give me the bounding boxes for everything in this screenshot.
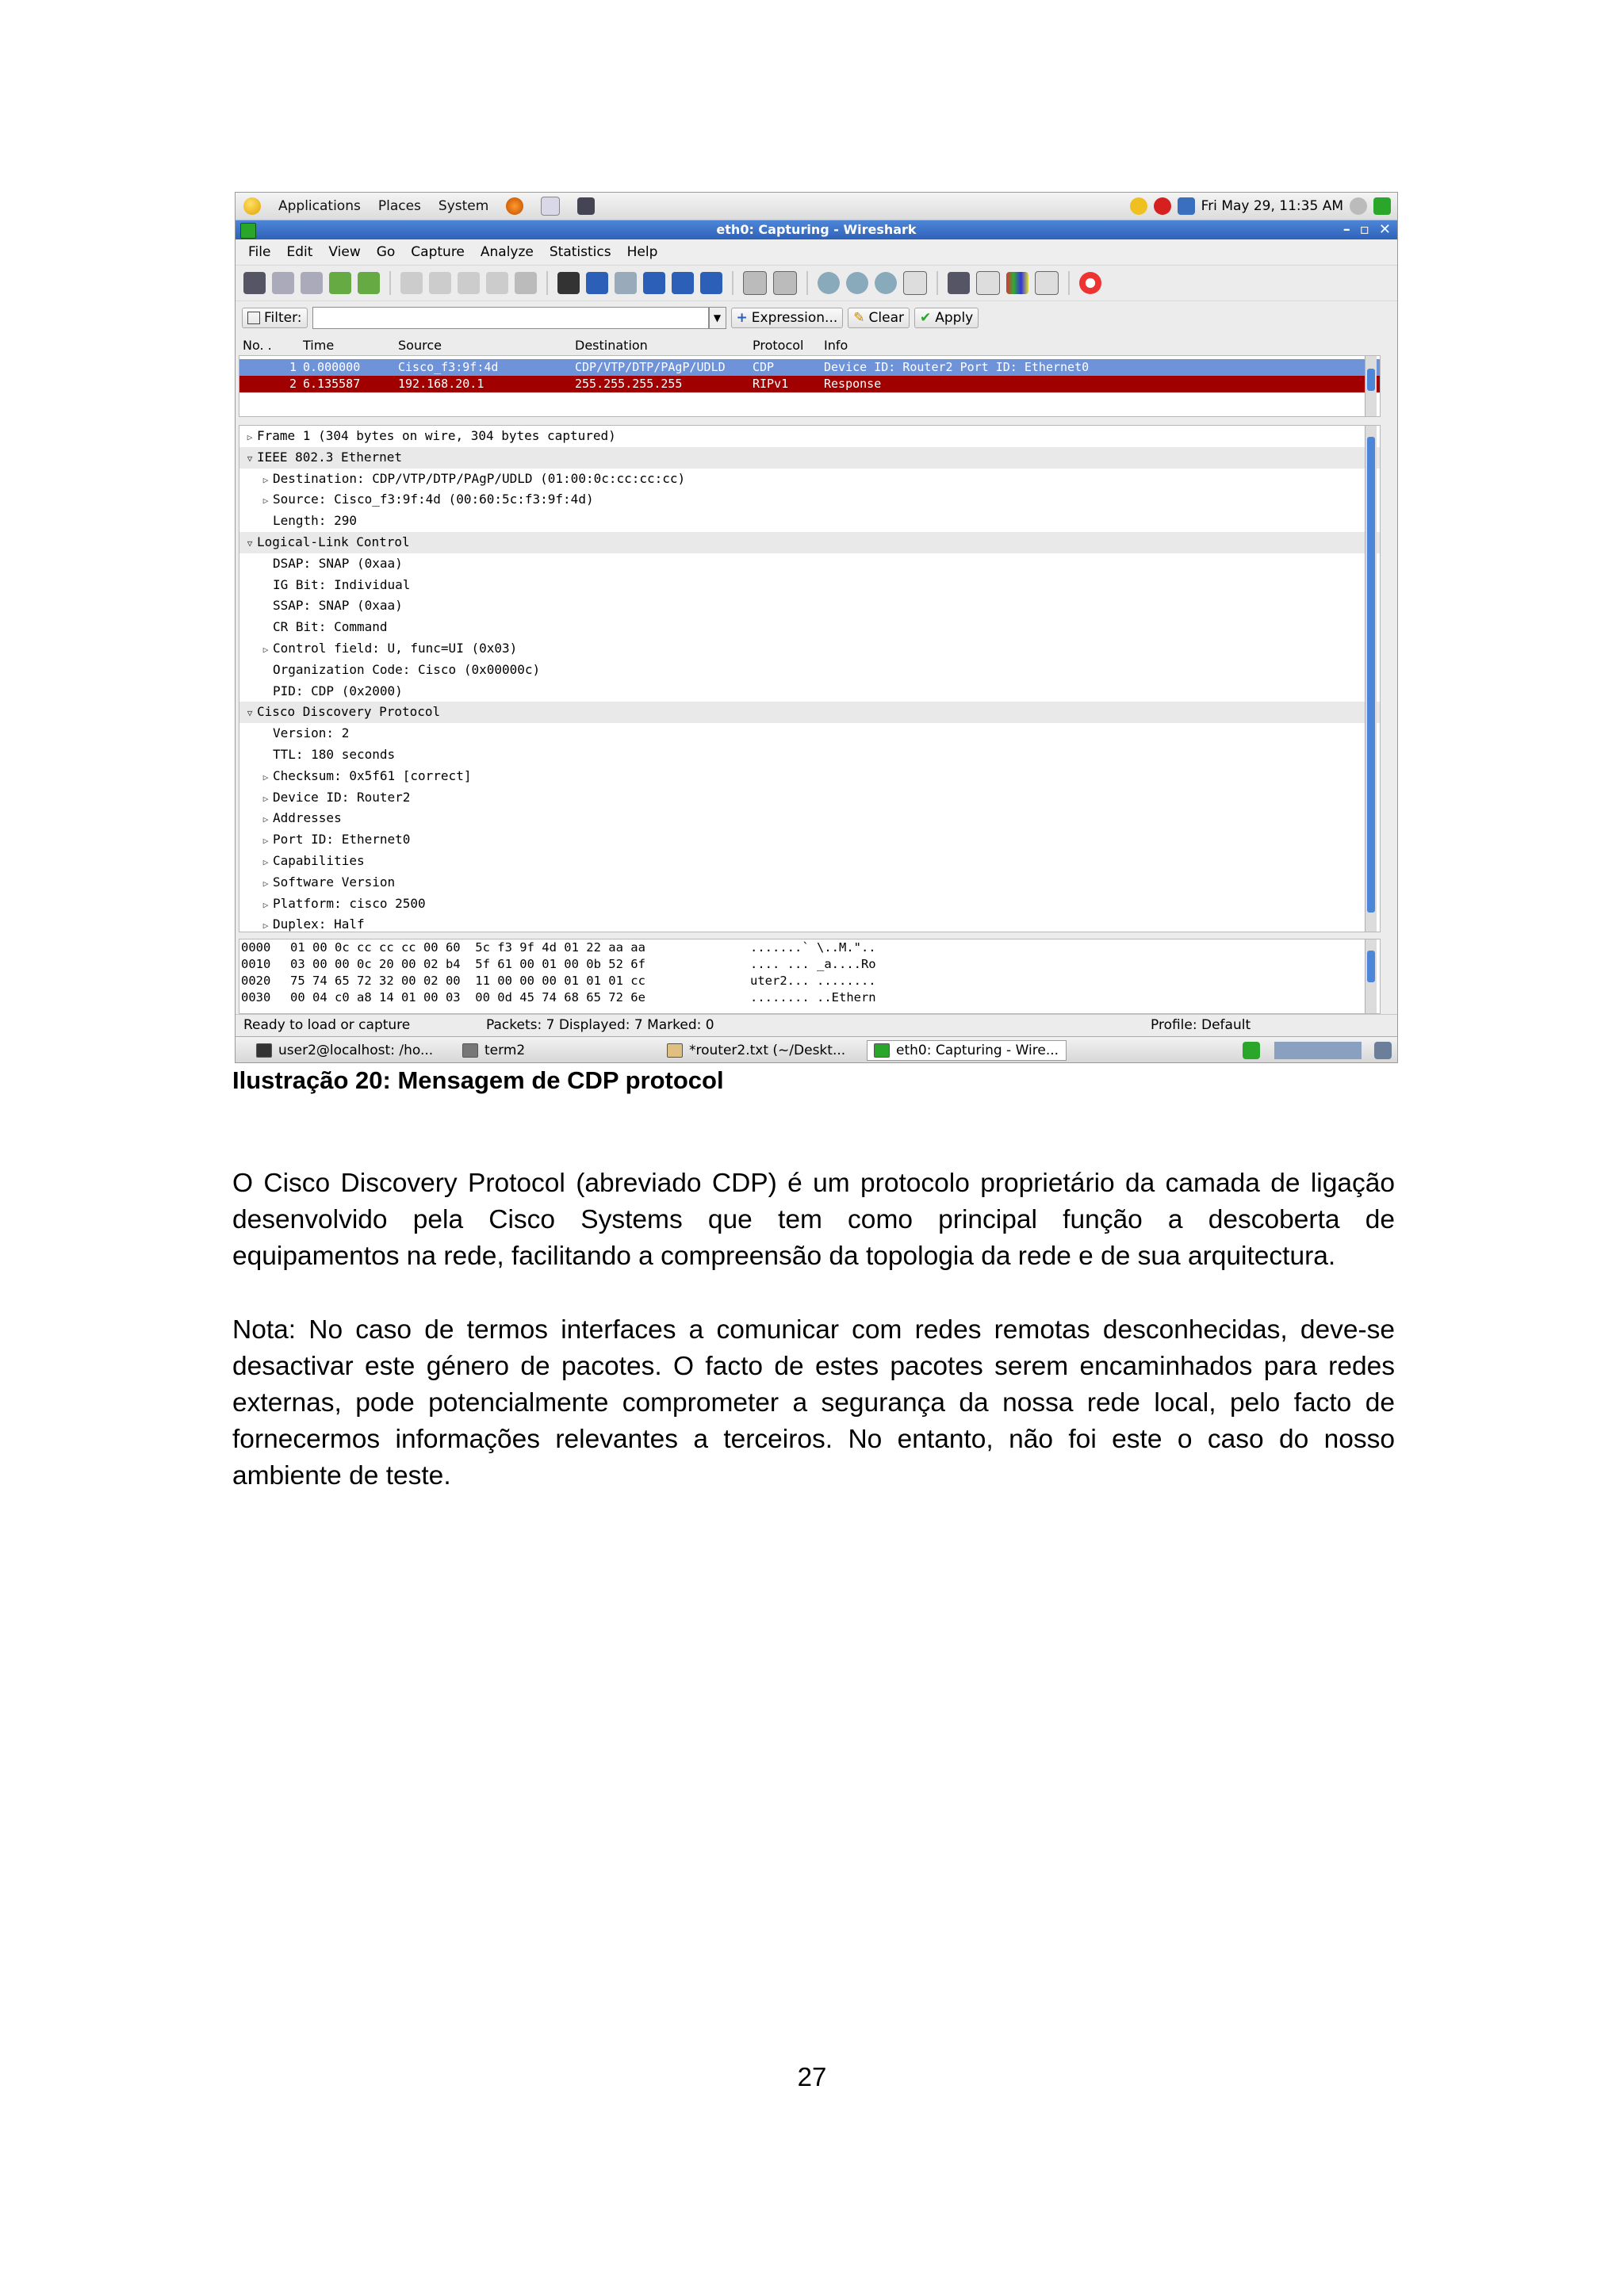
details-tree-row[interactable]: [239, 702, 1380, 723]
wireshark-window-icon: [240, 223, 256, 239]
firefox-icon[interactable]: [506, 197, 523, 215]
details-scrollbar[interactable]: [1365, 426, 1377, 932]
close-file-icon[interactable]: [458, 272, 480, 294]
details-tree-row[interactable]: [239, 723, 1380, 744]
bytes-row[interactable]: [239, 973, 1380, 989]
details-tree-row[interactable]: [239, 914, 1380, 932]
collapsed-triangle-icon[interactable]: ▷: [262, 474, 269, 485]
task-label: *router2.txt (~/Deskt...: [689, 1043, 846, 1058]
wireshark-tray-icon[interactable]: [1373, 197, 1391, 215]
panel-menu-applications[interactable]: Applications: [278, 198, 361, 214]
status-profile[interactable]: Profile: Default: [1151, 1017, 1251, 1033]
menu-file[interactable]: File: [248, 244, 271, 260]
zoom-normal-icon[interactable]: [875, 272, 897, 294]
details-tree-row[interactable]: [239, 617, 1380, 638]
tree-spacer: [259, 597, 273, 618]
details-tree-label: Frame 1 (304 bytes on wire, 304 bytes captured): [257, 428, 616, 443]
details-tree-label: DSAP: SNAP (0xaa): [273, 555, 403, 571]
details-tree-row[interactable]: [239, 553, 1380, 575]
bytes-offset: 0000: [241, 940, 271, 955]
apply-label: Apply: [935, 310, 974, 326]
colorize-icon[interactable]: [743, 271, 767, 295]
packet-protocol: CDP: [753, 360, 775, 374]
collapsed-triangle-icon[interactable]: ▷: [262, 899, 269, 910]
volume-icon[interactable]: [1350, 197, 1367, 215]
bytes-row[interactable]: [239, 956, 1380, 973]
details-tree-row[interactable]: [239, 489, 1380, 511]
details-tree-label: Organization Code: Cisco (0x00000c): [273, 661, 541, 677]
paragraph-cdp-description: [232, 1165, 1395, 1275]
clear-button[interactable]: [848, 308, 910, 328]
packet-info: Device ID: Router2 Port ID: Ethernet0: [824, 360, 1090, 374]
packet-protocol: RIPv1: [753, 377, 789, 391]
collapsed-triangle-icon[interactable]: ▷: [262, 814, 269, 825]
details-tree-row[interactable]: [239, 447, 1380, 469]
task-label: user2@localhost: /ho...: [278, 1043, 434, 1058]
details-tree-label: SSAP: SNAP (0xaa): [273, 598, 403, 614]
filter-icon: [247, 312, 260, 324]
paragraph-note: [232, 1312, 1395, 1494]
task-terminal-user2[interactable]: [250, 1040, 456, 1061]
details-tree-label: Platform: cisco 2500: [273, 895, 426, 911]
menu-go[interactable]: Go: [376, 244, 396, 260]
details-tree-label: Cisco Discovery Protocol: [257, 704, 441, 720]
toolbar-separator: [546, 271, 548, 295]
packet-no: 2: [289, 377, 297, 391]
col-header-time[interactable]: Time: [303, 338, 335, 353]
minimize-icon[interactable]: –: [1342, 221, 1350, 238]
paragraph-line: O Cisco Discovery Protocol (abreviado CDP) é um protocolo proprietário da camada de ligação: [232, 1169, 1395, 1198]
bytes-hex: 75 74 65 72 32 00 02 00 11 00 00 00 01 01 01 cc: [290, 974, 645, 988]
window-title: eth0: Capturing - Wireshark: [716, 222, 917, 237]
go-first-icon[interactable]: [672, 272, 694, 294]
reload-icon[interactable]: [486, 272, 508, 294]
filter-dropdown-icon[interactable]: ▼: [709, 307, 726, 329]
paragraph-line: desenvolvido pela Cisco Systems que tem como principal função a descoberta de: [232, 1205, 1395, 1234]
tree-spacer: [259, 725, 273, 746]
details-tree-label: Port ID: Ethernet0: [273, 832, 411, 848]
details-tree-row[interactable]: [239, 426, 1380, 447]
filter-bar: [236, 302, 1397, 334]
wireshark-icon: [874, 1043, 890, 1058]
print-icon[interactable]: [515, 272, 537, 294]
bytes-scrollbar[interactable]: [1365, 939, 1377, 1013]
details-tree-label: Length: 290: [273, 513, 357, 529]
bytes-row[interactable]: [239, 989, 1380, 1006]
menu-view[interactable]: View: [328, 244, 361, 260]
collapsed-triangle-icon[interactable]: ▷: [262, 920, 269, 932]
text-editor-icon: [667, 1043, 683, 1058]
packet-row[interactable]: [239, 376, 1380, 392]
paragraph-line: ambiente de teste.: [232, 1461, 451, 1490]
details-tree-label: TTL: 180 seconds: [273, 746, 396, 762]
details-tree-label: Version: 2: [273, 725, 350, 741]
col-header-info[interactable]: Info: [824, 338, 848, 353]
collapsed-triangle-icon[interactable]: ▷: [262, 793, 269, 804]
packet-destination: 255.255.255.255: [575, 377, 683, 391]
bytes-hex: 01 00 0c cc cc cc 00 60 5c f3 9f 4d 01 22 aa aa: [290, 940, 645, 955]
interfaces-icon[interactable]: [243, 272, 266, 294]
filter-button[interactable]: [242, 308, 308, 328]
toolbar-separator: [806, 271, 808, 295]
tree-spacer: [259, 576, 273, 598]
scrollbar-thumb[interactable]: [1367, 951, 1375, 982]
packet-time: 0.000000: [303, 360, 361, 374]
bytes-offset: 0030: [241, 990, 271, 1004]
task-router2-txt[interactable]: [661, 1040, 867, 1061]
packet-destination: CDP/VTP/DTP/PAgP/UDLD: [575, 360, 726, 374]
packet-source: Cisco_f3:9f:4d: [398, 360, 499, 374]
details-tree-label: Software Version: [273, 874, 396, 890]
details-tree-row[interactable]: [239, 532, 1380, 553]
menu-help[interactable]: Help: [626, 244, 658, 260]
col-header-source[interactable]: Source: [398, 338, 442, 353]
toolbar-separator: [1068, 271, 1070, 295]
help-icon[interactable]: [1079, 272, 1101, 294]
expanded-triangle-icon[interactable]: ▽: [247, 538, 253, 549]
details-tree-label: Checksum: 0x5f61 [correct]: [273, 767, 472, 783]
check-icon: ✔: [920, 310, 932, 326]
maximize-icon[interactable]: ▫: [1359, 221, 1369, 238]
bytes-row[interactable]: [239, 939, 1380, 956]
details-tree-row[interactable]: [239, 829, 1380, 851]
update-notifier-icon[interactable]: [1130, 197, 1147, 215]
toolbar-separator: [732, 271, 733, 295]
bytes-ascii: uter2... ........: [750, 974, 876, 988]
broom-icon: ✎: [853, 310, 865, 326]
packet-row[interactable]: [239, 359, 1380, 376]
col-header-protocol[interactable]: Protocol: [753, 338, 804, 353]
collapsed-triangle-icon[interactable]: ▷: [262, 644, 269, 655]
tree-spacer: [259, 661, 273, 683]
collapsed-triangle-icon[interactable]: ▷: [262, 836, 269, 847]
paragraph-line: equipamentos na rede, facilitando a compreensão da topologia da rede e de sua arquitectura.: [232, 1242, 1336, 1271]
panel-clock[interactable]: Fri May 29, 11:35 AM: [1201, 198, 1343, 214]
details-tree-row[interactable]: [239, 575, 1380, 596]
col-header-destination[interactable]: Destination: [575, 338, 648, 353]
details-tree-row[interactable]: [239, 766, 1380, 787]
details-tree-label: CR Bit: Command: [273, 619, 388, 635]
workspace-switcher[interactable]: [1274, 1042, 1362, 1059]
details-tree-label: IEEE 802.3 Ethernet: [257, 449, 403, 465]
details-tree-row[interactable]: [239, 872, 1380, 894]
coloring-rules-icon[interactable]: [1006, 272, 1028, 294]
tree-spacer: [259, 512, 273, 534]
toolbar-separator: [389, 271, 391, 295]
restart-capture-icon[interactable]: [358, 272, 380, 294]
details-tree-label: Destination: CDP/VTP/DTP/PAgP/UDLD (01:00:0c:cc:cc:cc): [273, 470, 686, 486]
bytes-ascii: ........ ..Ethern: [750, 990, 876, 1004]
go-back-icon[interactable]: [586, 272, 608, 294]
tree-spacer: [259, 618, 273, 640]
gnome-top-panel: [236, 193, 1397, 220]
collapsed-triangle-icon[interactable]: ▷: [262, 496, 269, 507]
plus-icon: +: [736, 310, 748, 326]
details-tree-label: Device ID: Router2: [273, 789, 411, 805]
terminal-launcher-icon[interactable]: [577, 197, 595, 215]
expanded-triangle-icon[interactable]: ▽: [247, 453, 253, 464]
network-icon[interactable]: [1178, 197, 1195, 215]
status-packets: Packets: 7 Displayed: 7 Marked: 0: [486, 1017, 714, 1033]
details-tree-row[interactable]: [239, 808, 1380, 829]
close-icon[interactable]: ✕: [1378, 221, 1391, 238]
task-term2[interactable]: [456, 1040, 654, 1061]
details-tree-row[interactable]: [239, 595, 1380, 617]
alert-icon[interactable]: [1154, 197, 1171, 215]
paragraph-line: externas, pode potencialmente comprometer a segurança da nossa rede local, pelo facto de: [232, 1388, 1395, 1418]
open-file-icon[interactable]: [400, 272, 423, 294]
packet-details-tree[interactable]: [239, 425, 1381, 932]
main-toolbar: [236, 265, 1397, 301]
menu-analyze[interactable]: Analyze: [480, 244, 534, 260]
details-tree-row[interactable]: [239, 638, 1380, 660]
task-label: term2: [485, 1043, 526, 1058]
details-tree-label: Source: Cisco_f3:9f:4d (00:60:5c:f3:9f:4d): [273, 492, 594, 507]
packet-time: 6.135587: [303, 377, 361, 391]
menu-statistics[interactable]: Statistics: [549, 244, 611, 260]
bytes-hex: 00 04 c0 a8 14 01 00 03 00 0d 45 74 68 65 72 6e: [290, 990, 645, 1004]
details-tree-row[interactable]: [239, 894, 1380, 915]
preferences-icon[interactable]: [1035, 271, 1059, 295]
details-tree-label: Addresses: [273, 810, 342, 826]
display-filters-icon[interactable]: [976, 271, 1000, 295]
bytes-hex: 03 00 00 0c 20 00 02 b4 5f 61 00 01 00 0b 52 6f: [290, 957, 645, 971]
tree-spacer: [259, 683, 273, 704]
packet-info: Response: [824, 377, 882, 391]
packet-list-scrollbar[interactable]: [1365, 356, 1377, 416]
paragraph-line: desactivar este género de pacotes. O facto de estes pacotes serem encaminhados para redes: [232, 1352, 1395, 1381]
stop-capture-icon[interactable]: [329, 272, 351, 294]
page-number: 27: [797, 2062, 827, 2091]
bytes-offset: 0010: [241, 957, 271, 971]
collapsed-triangle-icon[interactable]: ▷: [262, 856, 269, 867]
collapsed-triangle-icon[interactable]: ▷: [262, 771, 269, 783]
save-file-icon[interactable]: [429, 272, 451, 294]
panel-menu-places[interactable]: Places: [377, 198, 421, 214]
scrollbar-thumb[interactable]: [1367, 437, 1375, 913]
details-tree-row[interactable]: [239, 511, 1380, 532]
details-tree-row[interactable]: [239, 660, 1380, 681]
filter-input[interactable]: [312, 307, 709, 329]
figure-caption: Ilustração 20: Mensagem de CDP protocol: [232, 1066, 724, 1094]
details-tree-row[interactable]: [239, 744, 1380, 766]
terminal-icon: [256, 1043, 272, 1058]
wireshark-screenshot: [235, 192, 1398, 1063]
details-tree-row[interactable]: [239, 787, 1380, 809]
task-label: eth0: Capturing - Wire...: [896, 1043, 1059, 1058]
taskbar: [236, 1036, 1397, 1063]
details-tree-row[interactable]: [239, 469, 1380, 490]
zoom-out-icon[interactable]: [846, 272, 868, 294]
resize-columns-icon[interactable]: [903, 271, 927, 295]
go-forward-icon[interactable]: [615, 272, 637, 294]
apply-button[interactable]: [914, 308, 979, 328]
tree-spacer: [259, 746, 273, 767]
menubar: [236, 240, 1397, 264]
start-capture-icon[interactable]: [301, 272, 323, 294]
clear-label: Clear: [868, 310, 904, 326]
expression-button[interactable]: [731, 308, 844, 328]
details-tree-label: Capabilities: [273, 852, 365, 868]
expanded-triangle-icon[interactable]: ▽: [247, 708, 253, 719]
capture-filters-icon[interactable]: [948, 272, 970, 294]
packet-bytes-pane[interactable]: [239, 939, 1381, 1014]
bytes-ascii: .......` \..M."..: [750, 940, 876, 955]
collapsed-triangle-icon[interactable]: ▷: [247, 432, 253, 442]
mail-icon[interactable]: [541, 197, 560, 216]
scrollbar-thumb[interactable]: [1367, 369, 1375, 391]
capture-options-icon[interactable]: [272, 272, 294, 294]
details-tree-label: PID: CDP (0x2000): [273, 683, 403, 698]
find-packet-icon[interactable]: [557, 272, 580, 294]
bytes-ascii: .... ... _a....Ro: [750, 957, 876, 971]
window-titlebar[interactable]: [236, 220, 1397, 239]
status-ready: Ready to load or capture: [243, 1017, 411, 1033]
details-tree-label: Duplex: Half: [273, 916, 365, 932]
packet-list-header: [239, 335, 1380, 355]
collapsed-triangle-icon[interactable]: ▷: [262, 878, 269, 889]
details-tree-label: Logical-Link Control: [257, 534, 410, 549]
details-tree-label: IG Bit: Individual: [273, 576, 411, 592]
gnome-foot-icon: [243, 197, 261, 215]
folder-icon: [462, 1043, 478, 1058]
auto-scroll-icon[interactable]: [773, 271, 797, 295]
details-tree-row[interactable]: [239, 851, 1380, 872]
details-tree-label: Control field: U, func=UI (0x03): [273, 640, 518, 656]
status-bar: [236, 1014, 1397, 1035]
menu-capture[interactable]: Capture: [411, 244, 465, 260]
toolbar-separator: [936, 271, 938, 295]
details-tree-row[interactable]: [239, 681, 1380, 702]
tree-spacer: [259, 555, 273, 576]
menu-edit[interactable]: Edit: [286, 244, 313, 260]
col-header-no[interactable]: No. .: [243, 338, 272, 353]
tray-wireshark-icon[interactable]: [1243, 1042, 1260, 1059]
expression-label: Expression...: [751, 310, 838, 326]
paragraph-line: Nota: No caso de termos interfaces a comunicar com redes remotas desconhecidas, deve-se: [232, 1315, 1395, 1345]
show-desktop-icon[interactable]: [1374, 1042, 1392, 1059]
zoom-in-icon[interactable]: [818, 272, 840, 294]
go-to-packet-icon[interactable]: [643, 272, 665, 294]
task-wireshark[interactable]: [867, 1040, 1067, 1061]
paragraph-line: fornecermos informações relevantes a terceiros. No entanto, não foi este o caso do nosso: [232, 1425, 1395, 1454]
packet-list[interactable]: [239, 338, 1381, 417]
go-last-icon[interactable]: [700, 272, 722, 294]
bytes-offset: 0020: [241, 974, 271, 988]
panel-menu-system[interactable]: System: [438, 198, 489, 214]
packet-source: 192.168.20.1: [398, 377, 485, 391]
packet-no: 1: [289, 360, 297, 374]
filter-label: Filter:: [264, 310, 302, 326]
